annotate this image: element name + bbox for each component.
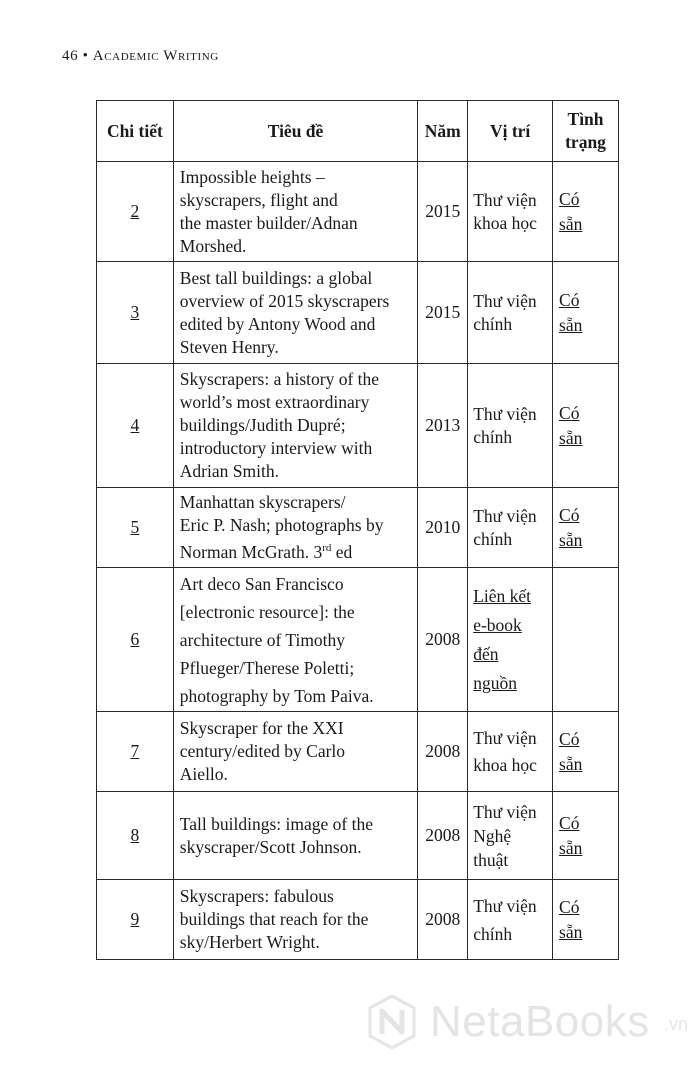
status-cell xyxy=(553,262,619,364)
detail-cell xyxy=(97,364,174,488)
table-row xyxy=(97,880,619,960)
header-title: Tiêu đề xyxy=(173,101,417,162)
table-row xyxy=(97,792,619,880)
header-year: Năm xyxy=(418,101,468,162)
availability-link[interactable]: Có sẵn xyxy=(559,188,583,234)
location-cell: Thư viện Nghệ thuật xyxy=(468,792,553,880)
header-location: Vị trí xyxy=(468,101,553,162)
detail-link[interactable]: 3 xyxy=(130,302,140,322)
year-cell: 2010 xyxy=(418,488,468,568)
ebook-link[interactable]: Liên kết e-book đến nguồn xyxy=(473,585,532,693)
title-text-end: ed xyxy=(331,541,353,562)
table-row xyxy=(97,364,619,488)
watermark xyxy=(364,990,694,1054)
detail-cell xyxy=(97,262,174,364)
detail-cell xyxy=(97,792,174,880)
header-status-line2: trạng xyxy=(565,132,606,152)
year-cell: 2013 xyxy=(418,364,468,488)
year-cell: 2008 xyxy=(418,792,468,880)
table-row xyxy=(97,488,619,568)
separator-bullet: • xyxy=(82,48,89,64)
detail-link[interactable]: 5 xyxy=(130,517,140,537)
location-cell: Thư viện khoa học xyxy=(468,712,553,792)
year-cell: 2015 xyxy=(418,262,468,364)
status-cell xyxy=(553,162,619,262)
detail-link[interactable]: 2 xyxy=(130,201,140,221)
title-cell: Skyscraper for the XXI century/edited by Carlo Aiello. xyxy=(173,712,417,792)
location-cell: Thư viện khoa học xyxy=(468,162,553,262)
title-cell: Tall buildings: image of the skyscraper/Scott Johnson. xyxy=(173,792,417,880)
page-number: 46 xyxy=(62,48,79,64)
detail-link[interactable]: 7 xyxy=(130,741,140,761)
status-cell xyxy=(553,488,619,568)
title-cell xyxy=(173,488,417,568)
detail-cell xyxy=(97,568,174,712)
header-status-line1: Tình xyxy=(567,109,604,129)
location-cell: Thư viện chính xyxy=(468,364,553,488)
status-cell xyxy=(553,568,619,712)
status-cell xyxy=(553,792,619,880)
location-cell: Thư viện chính xyxy=(468,262,553,364)
detail-link[interactable]: 4 xyxy=(130,415,140,435)
book-title: Academic Writing xyxy=(92,48,219,64)
title-cell: Art deco San Francisco [electronic resource]: the architecture of Timothy Pflueger/Therese Poletti; photography by Tom Paiva. xyxy=(173,568,417,712)
detail-link[interactable]: 8 xyxy=(130,825,140,845)
availability-link[interactable]: Có sẵn xyxy=(559,402,583,448)
availability-link[interactable]: Có sẵn xyxy=(559,504,583,550)
availability-link[interactable]: Có sẵn xyxy=(559,896,583,942)
table-row xyxy=(97,568,619,712)
year-cell: 2015 xyxy=(418,162,468,262)
table-row xyxy=(97,712,619,792)
status-cell xyxy=(553,880,619,960)
detail-link[interactable]: 6 xyxy=(130,629,140,649)
catalog-table xyxy=(96,100,619,960)
netabooks-n-logo-icon xyxy=(364,994,420,1050)
detail-cell xyxy=(97,162,174,262)
title-cell: Best tall buildings: a global overview of 2015 skyscrapers edited by Antony Wood and Steven Henry. xyxy=(173,262,417,364)
header-row xyxy=(97,101,619,162)
detail-cell xyxy=(97,712,174,792)
availability-link[interactable]: Có sẵn xyxy=(559,812,583,858)
availability-link[interactable]: Có sẵn xyxy=(559,289,583,335)
title-cell: Skyscrapers: a history of the world’s most extraordinary buildings/Judith Dupré; introductory interview with Adrian Smith. xyxy=(173,364,417,488)
header-status xyxy=(553,101,619,162)
title-cell: Impossible heights – skyscrapers, flight and the master builder/Adnan Morshed. xyxy=(173,162,417,262)
year-cell: 2008 xyxy=(418,880,468,960)
year-cell: 2008 xyxy=(418,568,468,712)
status-cell xyxy=(553,364,619,488)
detail-cell xyxy=(97,488,174,568)
detail-cell xyxy=(97,880,174,960)
watermark-tld: .vn xyxy=(664,1014,689,1034)
table-row xyxy=(97,162,619,262)
status-cell xyxy=(553,712,619,792)
table-row xyxy=(97,262,619,364)
edition-ordinal: rd xyxy=(322,542,332,555)
location-cell: Thư viện chính xyxy=(468,880,553,960)
year-cell: 2008 xyxy=(418,712,468,792)
header-detail: Chi tiết xyxy=(97,101,174,162)
location-cell: Thư viện chính xyxy=(468,488,553,568)
title-cell: Skyscrapers: fabulous buildings that reach for the sky/Herbert Wright. xyxy=(173,880,417,960)
title-text: Manhattan skyscrapers/ Eric P. Nash; photographs by Norman McGrath. 3 xyxy=(179,492,384,562)
running-head xyxy=(62,48,219,65)
watermark-brand: NetaBooks xyxy=(430,997,650,1046)
availability-link[interactable]: Có sẵn xyxy=(559,728,583,774)
location-cell xyxy=(468,568,553,712)
detail-link[interactable]: 9 xyxy=(130,909,140,929)
